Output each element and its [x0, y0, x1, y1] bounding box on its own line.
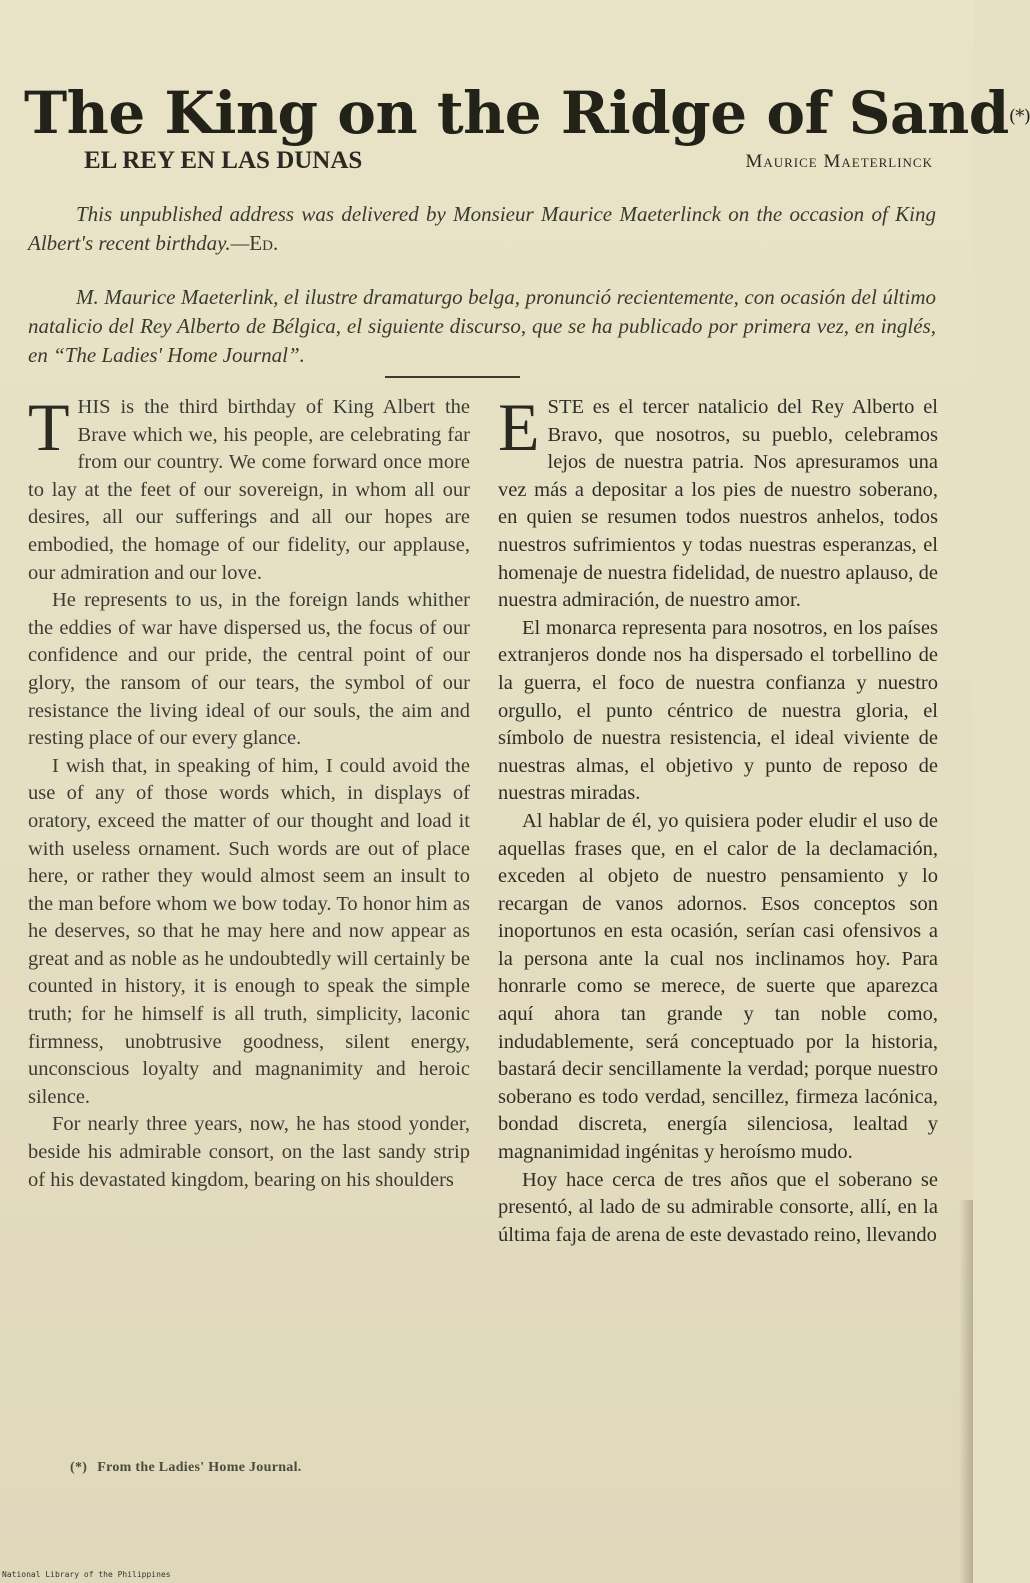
spanish-paragraph: [498, 389, 938, 615]
english-column: [28, 389, 470, 1194]
spanish-dropcap: E: [498, 389, 540, 465]
english-paragraph: For nearly three years, now, he has stood yonder, beside his admirable consort, on the last sandy strip of his devastated kingdom, bearing on his shoulders: [28, 1113, 470, 1191]
section-divider: [385, 376, 520, 378]
library-credit: National Library of the Philippines: [2, 1570, 171, 1579]
article-title: [24, 78, 1030, 148]
footnote-marker: (*): [70, 1460, 88, 1475]
spanish-paragraph: Hoy hace cerca de tres años que el soberano se presentó, al lado de su admirable consorte, allí, en la última faja de arena de este devastado reino, llevando: [498, 1168, 938, 1246]
editor-note-english-text: This unpublished address was delivered by Monsieur Maurice Maeterlinck on the occasion of King Albert's recent birthday.—: [28, 202, 936, 255]
spanish-paragraph-text: STE es el tercer natalicio del Rey Alberto el Bravo, que nosotros, su pueblo, celebramos lejos de nuestra patria. Nos apresuramos una vez más a depositar a los pies de nuestro soberano, en quien se resumen todos nuestros anhelos, todos nuestros sufrimientos y todas nuestras esperanzas, el homenaje de nuestra fidelidad, de nuestro aplauso, de nuestra admiración, de nuestro amor.: [498, 396, 938, 612]
article-title-text: The King on the Ridge of Sand: [24, 79, 1009, 147]
spanish-paragraph: El monarca representa para nosotros, en los países extranjeros donde nos ha dispersado el torbellino de la guerra, el foco de nuestra confianza y nuestro orgullo, el punto céntrico de nuestra gloria, el símbolo de nuestra resistencia, el ideal viviente de nuestras almas, el objetivo y punto de reposo de nuestras miradas.: [498, 616, 938, 805]
english-paragraph: [28, 389, 470, 587]
english-paragraph: He represents to us, in the foreign lands whither the eddies of war have dispersed us, the focus of our confidence and our pride, the central point of our glory, the ransom of our tears, the symbol of our resistance the living ideal of our souls, the aim and resting place of our every glance.: [28, 589, 470, 750]
english-paragraph-text: HIS is the third birthday of King Albert the Brave which we, his people, are celebrating far from our country. We come forward once more to lay at the feet of our sovereign, in whom all our desires, all our sufferings and all our hopes are embodied, the homage of our fidelity, our applause, our admiration and our love.: [28, 396, 470, 584]
author-name: Maurice Maeterlinck: [745, 151, 933, 172]
spanish-column: [498, 389, 938, 1249]
editor-note-spanish: M. Maurice Maeterlink, el ilustre dramaturgo belga, pronunció recientemente, con ocasión del último natalicio del Rey Alberto de Bélgica, el siguiente discurso, que se ha publicado por primera vez, en inglés, en “The Ladies' Home Journal”.: [28, 285, 936, 367]
editor-note-english: [28, 200, 936, 258]
english-dropcap: T: [28, 389, 70, 465]
footnote-text: From the Ladies' Home Journal.: [97, 1460, 302, 1475]
title-footnote-marker: (*): [1008, 106, 1030, 127]
spanish-paragraph: Al hablar de él, yo quisiera poder eludir el uso de aquellas frases que, en el calor de la declamación, exceden al objeto de nuestro pensamiento y lo recargan de vanos adornos. Esos conceptos son inoportunos en esta ocasión, serían casi ofensivos a la persona ante la cual nos inclinamos hoy. Para honrarle como se merece, de suerte que aparezca aquí ahora tan grande y tan noble como, indudablemente, será conceptuado por la historia, bastará decir sencillamente la verdad; porque nuestro soberano es todo verdad, sencillez, firmeza lacónica, bondad discreta, energía silenciosa, lealtad y magnanimidad ingénitas y heroísmo mudo.: [498, 809, 938, 1164]
english-paragraph: I wish that, in speaking of him, I could avoid the use of any of those words which, in displays of oratory, exceed the matter of our thought and load it with useless ornament. Such words are out of place here, or rather they would almost seem an insult to the man before whom we bow today. To honor him as he deserves, so that he may here and now appear as great and as noble as he undoubtedly will certainly be counted in history, it is enough to speak the simple truth; for he himself is all truth, simplicity, laconic firmness, unobtrusive goodness, silent energy, unconscious loyalty and magnanimity and heroic silence.: [28, 754, 470, 1108]
spanish-title: EL REY EN LAS DUNAS: [84, 147, 363, 174]
page-edge-shadow: [959, 1200, 973, 1583]
footnote: [70, 1460, 302, 1476]
editor-signature: Ed.: [249, 231, 279, 255]
